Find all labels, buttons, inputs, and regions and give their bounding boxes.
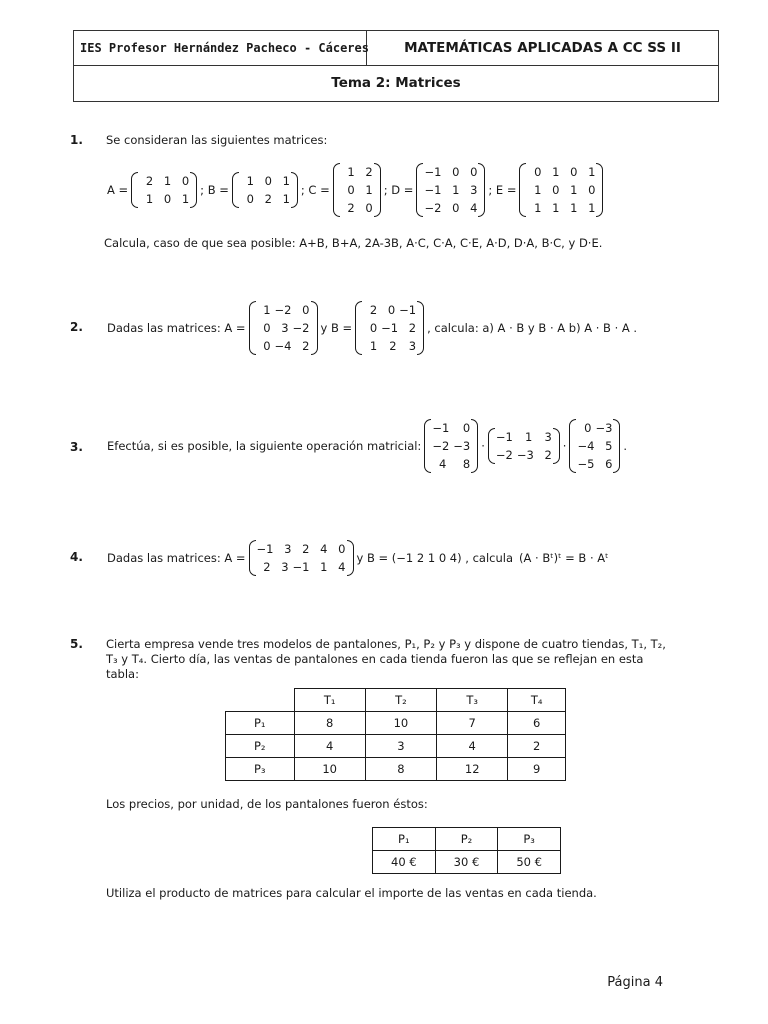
matrix-entry: 0 — [570, 165, 578, 179]
matrix-entry: 1 — [181, 192, 190, 206]
matrix-entry: 2 — [145, 174, 154, 188]
matrix-entry: 1 — [534, 183, 542, 197]
matrix-entry: −3 — [595, 421, 613, 435]
matrix-entry: 1 — [552, 201, 560, 215]
matrix-entry: 1 — [552, 165, 560, 179]
matrix-m3 — [569, 419, 620, 473]
exercise-2-mid: y B = — [320, 321, 353, 335]
matrix-entry: 0 — [470, 165, 478, 179]
matrix-row — [257, 337, 310, 355]
matrix-entry: −4 — [274, 339, 292, 353]
exercise-3-body — [104, 416, 630, 476]
column-header: T₂ — [365, 689, 436, 712]
exercise-5-number: 5. — [70, 637, 83, 651]
matrix-entry: 1 — [534, 201, 542, 215]
matrix-entry: 2 — [302, 542, 310, 556]
matrix-entry: 0 — [264, 174, 272, 188]
exercise-3-lead: Efectúa, si es posible, la siguiente operación matricial: — [107, 439, 422, 453]
matrix-entry: 0 — [552, 183, 560, 197]
matrix-c-label: ; C = — [300, 183, 330, 197]
matrix-entry: 2 — [365, 165, 373, 179]
exercise-1-matrices — [104, 160, 603, 220]
matrix-entry: 8 — [462, 457, 471, 471]
matrix-entry: 2 — [263, 560, 271, 574]
matrix-entry: −1 — [424, 165, 442, 179]
matrix-row — [363, 301, 416, 319]
matrix-entry: 6 — [605, 457, 613, 471]
table-cell: 9 — [508, 758, 566, 781]
exercise-4-body — [104, 536, 612, 580]
table-row — [373, 851, 561, 874]
matrix-entry: 1 — [145, 192, 154, 206]
table-cell: 10 — [365, 712, 436, 735]
matrix-entry: −2 — [495, 448, 513, 462]
matrix-row — [341, 199, 373, 217]
exercise-1-number: 1. — [70, 133, 83, 147]
matrix-row — [257, 540, 346, 558]
matrix-row — [341, 163, 373, 181]
matrix-entry: −2 — [424, 201, 442, 215]
dot-operator: · — [481, 439, 485, 453]
matrix-entry: 1 — [588, 165, 596, 179]
matrix-entry: −1 — [432, 421, 450, 435]
matrix-entry: −2 — [432, 439, 450, 453]
table-cell: 8 — [294, 712, 365, 735]
matrix-entry: −5 — [577, 457, 595, 471]
matrix-entry: 2 — [389, 339, 397, 353]
table-cell: 8 — [365, 758, 436, 781]
matrix-entry: −1 — [292, 560, 310, 574]
price-cell: 30 € — [435, 851, 498, 874]
matrix-row — [424, 163, 477, 181]
matrix-entry: 0 — [462, 421, 471, 435]
row-header: P₃ — [226, 758, 295, 781]
matrix-a-label: A = — [107, 183, 129, 197]
matrix-entry: 3 — [281, 321, 289, 335]
matrix-entry: 0 — [347, 183, 355, 197]
matrix-c — [333, 163, 381, 217]
matrix-entry: 3 — [281, 560, 289, 574]
table-row — [226, 735, 566, 758]
matrix-entry: −1 — [399, 303, 417, 317]
matrix-entry: 2 — [302, 339, 310, 353]
matrix-entry: 0 — [181, 174, 190, 188]
table-row — [226, 758, 566, 781]
matrix-entry: 0 — [338, 542, 346, 556]
sales-table — [225, 688, 566, 781]
column-header: P₂ — [435, 828, 498, 851]
table-cell: 3 — [365, 735, 436, 758]
topic-title: Tema 2: Matrices — [331, 75, 461, 91]
matrix-d — [416, 163, 485, 217]
matrix-entry: 1 — [524, 430, 533, 444]
matrix-entry: 1 — [246, 174, 254, 188]
table-cell: 2 — [508, 735, 566, 758]
matrix-entry: 1 — [369, 339, 378, 353]
exercise-2-lead: Dadas las matrices: A = — [107, 321, 246, 335]
matrix-entry: 3 — [284, 542, 292, 556]
matrix-entry: 1 — [320, 560, 328, 574]
matrix-row — [139, 190, 189, 208]
matrix-row — [424, 199, 477, 217]
matrix-entry: 1 — [163, 174, 172, 188]
matrix-entry: −1 — [495, 430, 513, 444]
period: . — [623, 439, 628, 453]
matrix-b — [232, 172, 298, 208]
matrix-e — [519, 163, 603, 217]
exercise-5-line-1: Cierta empresa vende tres modelos de pantalones, P₁, P₂ y P₃ y dispone de cuatro tiendas, T₁, T₂, — [106, 637, 666, 651]
matrix-e-label: ; E = — [488, 183, 517, 197]
matrix-row — [363, 337, 416, 355]
matrix-row — [424, 181, 477, 199]
matrix-entry: 5 — [605, 439, 613, 453]
matrix-entry: 0 — [452, 201, 460, 215]
matrix-entry: 4 — [338, 560, 346, 574]
matrix-entry: 0 — [263, 321, 271, 335]
matrix-m2 — [488, 428, 560, 464]
exercise-5-task: Utiliza el producto de matrices para calcular el importe de las ventas en cada tienda. — [106, 886, 597, 900]
matrix-entry: 0 — [163, 192, 172, 206]
table-row — [226, 712, 566, 735]
price-table — [372, 827, 561, 874]
exercise-4-formula: (A · Bᵗ)ᵗ = B · Aᵗ — [519, 551, 609, 565]
matrix-row — [527, 181, 595, 199]
exercise-4-lead: Dadas las matrices: A = — [107, 551, 246, 565]
matrix-entry: 0 — [246, 192, 254, 206]
matrix-a — [131, 172, 197, 208]
matrix-row — [577, 455, 612, 473]
row-header: P₂ — [226, 735, 295, 758]
header-box — [73, 30, 719, 102]
exercise-1-intro: Se consideran las siguientes matrices: — [106, 133, 328, 147]
table-cell: 4 — [294, 735, 365, 758]
matrix-row — [139, 172, 189, 190]
matrix-entry: −1 — [424, 183, 442, 197]
matrix-m1 — [424, 419, 478, 473]
column-header: T₄ — [508, 689, 566, 712]
dot-operator: · — [562, 439, 567, 453]
matrix-a — [249, 540, 354, 576]
matrix-entry: −1 — [381, 321, 399, 335]
matrix-row — [577, 419, 612, 437]
matrix-entry: 3 — [408, 339, 417, 353]
matrix-entry: 0 — [369, 321, 378, 335]
matrix-entry: 4 — [320, 542, 328, 556]
exercise-2-tail: , calcula: a) A · B y B · A b) A · B · A . — [427, 321, 638, 335]
exercise-4-mid: y B = (−1 2 1 0 4) , calcula — [356, 551, 513, 565]
table-cell: 7 — [437, 712, 508, 735]
matrix-row — [257, 301, 310, 319]
table-cell: 10 — [294, 758, 365, 781]
matrix-entry: −2 — [274, 303, 292, 317]
matrix-entry: −3 — [453, 439, 471, 453]
matrix-entry: 2 — [544, 448, 552, 462]
matrix-row — [240, 190, 290, 208]
table-cell: 4 — [437, 735, 508, 758]
row-header: P₁ — [226, 712, 295, 735]
matrix-entry: 2 — [408, 321, 417, 335]
matrix-entry: −1 — [256, 542, 274, 556]
matrix-entry: 0 — [302, 303, 310, 317]
matrix-entry: 4 — [438, 457, 447, 471]
matrix-row — [240, 172, 290, 190]
exercise-5-line-3: tabla: — [106, 667, 139, 681]
matrix-entry: 1 — [570, 183, 578, 197]
matrix-entry: −2 — [292, 321, 310, 335]
price-cell: 50 € — [498, 851, 561, 874]
matrix-row — [432, 419, 470, 437]
exercise-2-body — [104, 298, 640, 358]
matrix-entry: 1 — [452, 183, 460, 197]
table-corner — [226, 689, 295, 712]
matrix-entry: 1 — [282, 174, 290, 188]
exercise-1-task: Calcula, caso de que sea posible: A+B, B+A, 2A-3B, A·C, C·A, C·E, A·D, D·A, B·C, y D·E. — [104, 236, 603, 250]
matrix-row — [257, 558, 346, 576]
matrix-entry: 4 — [470, 201, 478, 215]
matrix-a — [249, 301, 318, 355]
matrix-entry: 3 — [470, 183, 478, 197]
matrix-entry: 0 — [452, 165, 460, 179]
matrix-entry: 0 — [588, 183, 596, 197]
matrix-row — [496, 428, 552, 446]
matrix-entry: 2 — [264, 192, 272, 206]
column-header: P₃ — [498, 828, 561, 851]
exercise-3-number: 3. — [70, 440, 83, 454]
page-number: Página 4 — [607, 975, 663, 990]
table-cell: 6 — [508, 712, 566, 735]
matrix-entry: 1 — [347, 165, 355, 179]
matrix-entry: −3 — [516, 448, 534, 462]
matrix-entry: 1 — [282, 192, 290, 206]
matrix-entry: 0 — [365, 201, 373, 215]
matrix-row — [527, 163, 595, 181]
column-header: T₁ — [294, 689, 365, 712]
matrix-row — [577, 437, 612, 455]
matrix-b-label: ; B = — [200, 183, 229, 197]
table-cell: 12 — [437, 758, 508, 781]
matrix-entry: 1 — [588, 201, 596, 215]
matrix-row — [432, 455, 470, 473]
prices-intro: Los precios, por unidad, de los pantalones fueron éstos: — [106, 797, 428, 811]
matrix-entry: 0 — [584, 421, 592, 435]
column-header: P₁ — [373, 828, 436, 851]
table-header-row — [226, 689, 566, 712]
matrix-row — [527, 199, 595, 217]
matrix-entry: 0 — [534, 165, 542, 179]
table-header-row — [373, 828, 561, 851]
matrix-row — [363, 319, 416, 337]
matrix-entry: 2 — [369, 303, 378, 317]
matrix-entry: −4 — [577, 439, 595, 453]
matrix-row — [432, 437, 470, 455]
matrix-row — [341, 181, 373, 199]
matrix-entry: 1 — [365, 183, 373, 197]
exercise-4-number: 4. — [70, 550, 83, 564]
matrix-entry: 3 — [544, 430, 552, 444]
school-name: IES Profesor Hernández Pacheco - Cáceres — [74, 31, 367, 65]
exercise-2-number: 2. — [70, 320, 83, 334]
matrix-entry: 0 — [263, 339, 271, 353]
column-header: T₃ — [437, 689, 508, 712]
matrix-b — [355, 301, 424, 355]
exercise-5-line-2: T₃ y T₄. Cierto día, las ventas de pantalones en cada tienda fueron las que se reflejan en esta — [106, 652, 644, 666]
matrix-row — [496, 446, 552, 464]
matrix-entry: 1 — [263, 303, 271, 317]
matrix-entry: 1 — [570, 201, 578, 215]
matrix-row — [257, 319, 310, 337]
matrix-entry: 0 — [387, 303, 396, 317]
matrix-entry: 2 — [347, 201, 355, 215]
price-cell: 40 € — [373, 851, 436, 874]
subject-title: MATEMÁTICAS APLICADAS A CC SS II — [404, 40, 681, 56]
matrix-d-label: ; D = — [383, 183, 414, 197]
